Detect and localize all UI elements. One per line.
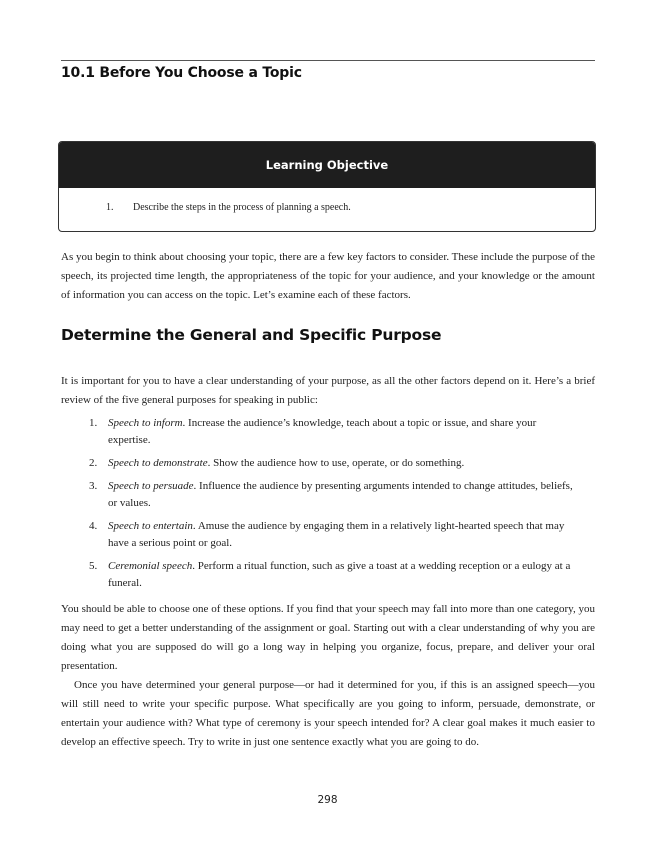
list-number: 5. bbox=[89, 560, 98, 572]
section-heading: Determine the General and Specific Purpose bbox=[61, 326, 442, 344]
purpose-description: . Increase the audience’s knowledge, teach about a topic or issue, and share your expertise. bbox=[108, 417, 537, 446]
purpose-term: Speech to inform bbox=[108, 417, 183, 429]
intro-paragraph: As you begin to think about choosing your topic, there are a few key factors to consider. These include the purpose of the speech, its projected time length, the appropriateness of the topic for your audience, and your knowledge or the amount of information you can access on the topic. Let’s examine each of these factors. bbox=[61, 251, 595, 301]
purpose-intro-paragraph: It is important for you to have a clear understanding of your purpose, as all the other factors depend on it. Here’s a brief review of the five general purposes for speaking in public: bbox=[61, 375, 595, 406]
purpose-description: . Show the audience how to use, operate, or do something. bbox=[207, 457, 465, 469]
list-number: 1. bbox=[89, 417, 98, 429]
list-item bbox=[61, 518, 595, 552]
specific-purpose-paragraph: Once you have determined your general purpose—or had it determined for you, if this is an assigned speech—you will still need to write your specific purpose. What specifically are you going to inform, persuade, demonstrate, or entertain your audience with? What type of ceremony is your speech intended for? A clear goal makes it much easier to develop an effective speech. Try to write in just one sentence exactly what you are going to do. bbox=[61, 679, 595, 748]
top-rule bbox=[61, 60, 595, 61]
purpose-term: Speech to entertain bbox=[108, 520, 193, 532]
list-item bbox=[61, 455, 595, 472]
learning-objective-text: Describe the steps in the process of planning a speech. bbox=[133, 202, 351, 213]
list-item bbox=[61, 558, 595, 592]
list-item bbox=[61, 478, 595, 512]
list-number: 3. bbox=[89, 480, 98, 492]
purposes-list bbox=[61, 415, 595, 598]
list-number: 1. bbox=[106, 202, 114, 213]
choose-paragraph: You should be able to choose one of these options. If you find that your speech may fall into more than one category, you may need to get a better understanding of the assignment or goal. Starting out with a clear understanding of why you are doing what you are supposed do will go a long way in helping you organize, focus, prepare, and deliver your oral presentation. bbox=[61, 603, 595, 672]
list-item bbox=[61, 415, 595, 449]
purpose-description: . Amuse the audience by engaging them in a relatively light-hearted speech that may have a serious point or goal. bbox=[108, 520, 565, 549]
purpose-term: Speech to demonstrate bbox=[108, 457, 208, 469]
learning-objective-header: Learning Objective bbox=[59, 142, 595, 188]
purpose-term: Ceremonial speech bbox=[108, 560, 193, 572]
purpose-term: Speech to persuade bbox=[108, 480, 194, 492]
list-number: 2. bbox=[89, 457, 98, 469]
purpose-description: . Influence the audience by presenting arguments intended to change attitudes, beliefs, or values. bbox=[108, 480, 573, 509]
learning-objective-box bbox=[58, 141, 596, 232]
section-title: 10.1 Before You Choose a Topic bbox=[61, 65, 302, 81]
purpose-description: . Perform a ritual function, such as give a toast at a wedding reception or a eulogy at a funeral. bbox=[108, 560, 571, 589]
page-number: 298 bbox=[317, 794, 338, 806]
list-number: 4. bbox=[89, 520, 98, 532]
